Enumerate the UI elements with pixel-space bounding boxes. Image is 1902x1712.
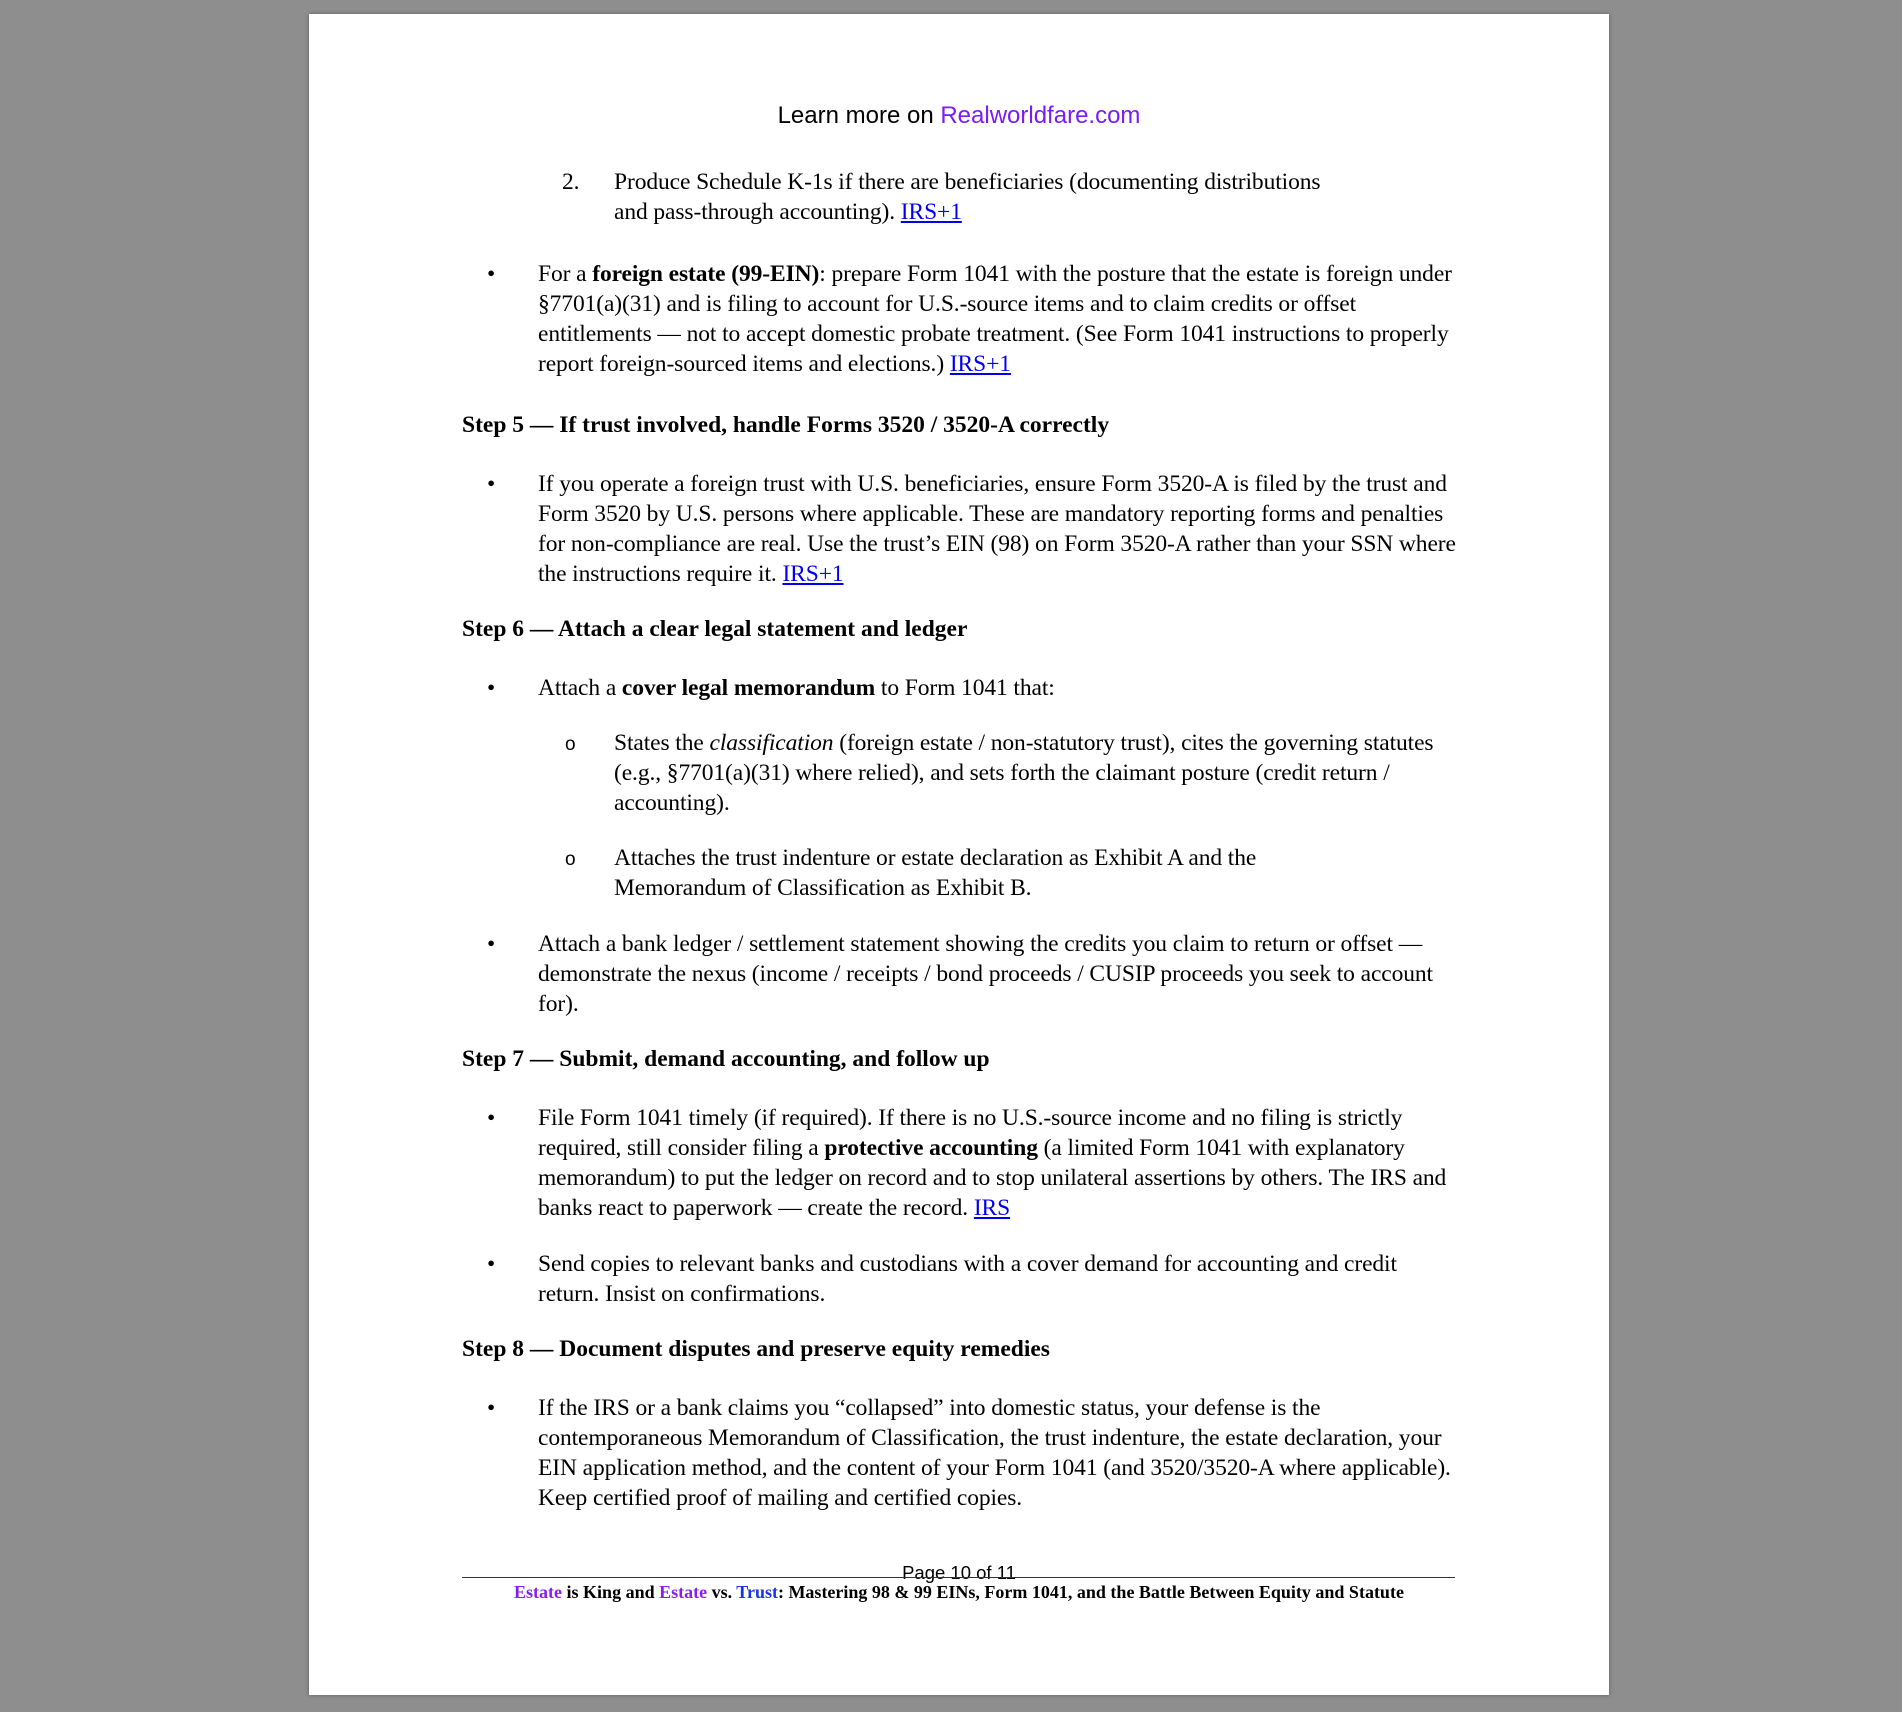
- footer-text: vs.: [707, 1582, 737, 1602]
- bullet-text: File Form 1041 timely (if required). If there is no U.S.-source income and no filing is strictly required, still consider filing a: [538, 1105, 1403, 1161]
- header-prefix: Learn more on: [777, 102, 941, 129]
- page-number: Page 10 of 11: [902, 1562, 1016, 1583]
- bullet-marker: •: [487, 1251, 496, 1277]
- irs-link[interactable]: IRS+1: [949, 351, 1011, 377]
- document-page: [309, 14, 1609, 1695]
- bullet-text: (a limited Form 1041 with explanatory memorandum) to put the ledger on record and to stop unilateral assertions by others. The IRS and banks react to paperwork — create the record.: [538, 1135, 1447, 1221]
- footer-text: : Mastering 98 & 99 EINs, Form 1041, and the Battle Between Equity and Statute: [777, 1582, 1404, 1602]
- footer-title: [309, 1582, 1609, 1603]
- step-7-heading: Step 7 — Submit, demand accounting, and follow up: [462, 1046, 990, 1072]
- numbered-item: [614, 167, 1334, 227]
- footer-estate-word: Estate: [514, 1582, 563, 1602]
- bullet-marker: •: [487, 1105, 496, 1131]
- site-link[interactable]: Realworldfare.com: [940, 102, 1141, 129]
- bullet-text: : prepare Form 1041 with the posture that the estate is foreign under §7701(a)(31) and is filing to account for U.S.-source items and to claim credits or offset entitlements — not to accept domestic probate treatment. (See Form 1041 instructions to properly report foreign-sourced items and elections.): [538, 261, 1452, 377]
- footer-divider: [462, 1577, 1455, 1578]
- irs-link[interactable]: IRS+1: [900, 199, 962, 225]
- step-5-heading: Step 5 — If trust involved, handle Forms 3520 / 3520-A correctly: [462, 412, 1110, 438]
- bullet-marker: •: [487, 1395, 496, 1421]
- bullet-bold-text: foreign estate (99-EIN): [592, 261, 820, 287]
- step-5-bullet: [538, 469, 1463, 589]
- page-header: [309, 102, 1609, 130]
- sub-item-text: States the: [614, 730, 710, 756]
- sub-item-italic: classification: [709, 730, 834, 756]
- step-6-sub-item-classification: [614, 728, 1469, 818]
- step-7-bullet-copies: Send copies to relevant banks and custodians with a cover demand for accounting and credit return. Insist on confirmations.: [538, 1251, 1397, 1307]
- bullet-marker: •: [487, 261, 496, 287]
- bullet-text: For a: [538, 261, 593, 287]
- bullet-bold-text: cover legal memorandum: [621, 675, 876, 701]
- sub-bullet-marker: o: [565, 849, 576, 870]
- numbered-item-marker: 2.: [562, 169, 580, 195]
- footer-estate-word: Estate: [659, 1582, 708, 1602]
- irs-link[interactable]: IRS+1: [782, 561, 844, 587]
- step-6-sub-item-exhibits: Attaches the trust indenture or estate declaration as Exhibit A and the Memorandum of Classification as Exhibit B.: [614, 845, 1257, 901]
- irs-link[interactable]: IRS: [973, 1195, 1011, 1221]
- step-6-bullet-ledger: Attach a bank ledger / settlement statement showing the credits you claim to return or offset — demonstrate the nexus (income / receipts / bond proceeds / CUSIP proceeds you seek to account for).: [538, 931, 1433, 1017]
- bullet-marker: •: [487, 471, 496, 497]
- sub-bullet-marker: o: [565, 734, 576, 755]
- bullet-text: If you operate a foreign trust with U.S. beneficiaries, ensure Form 3520-A is filed by the trust and Form 3520 by U.S. persons where applicable. These are mandatory reporting forms and penalties for non-compliance are real. Use the trust’s EIN (98) on Form 3520-A rather than your SSN where the instructions require it.: [538, 471, 1456, 587]
- step-6-bullet-memorandum: [538, 673, 1463, 703]
- step-7-bullet-file: [538, 1103, 1473, 1223]
- bullet-marker: •: [487, 931, 496, 957]
- footer-trust-word: Trust: [736, 1582, 778, 1602]
- step-6-heading: Step 6 — Attach a clear legal statement and ledger: [462, 616, 968, 642]
- step-8-bullet: If the IRS or a bank claims you “collapsed” into domestic status, your defense is the contemporaneous Memorandum of Classification, the trust indenture, the estate declaration, your EIN application method, and the content of your Form 1041 (and 3520/3520-A where applicable). Keep certified proof of mailing and certified copies.: [538, 1395, 1451, 1511]
- step-8-heading: Step 8 — Document disputes and preserve equity remedies: [462, 1336, 1050, 1362]
- bullet-marker: •: [487, 675, 496, 701]
- bullet-foreign-estate: [538, 259, 1458, 379]
- sub-item-text: (foreign estate / non-statutory trust), cites the governing statutes (e.g., §7701(a)(31) where relied), and sets forth the claimant posture (credit return / accounting).: [614, 730, 1434, 816]
- bullet-text: to Form 1041 that:: [875, 675, 1055, 701]
- numbered-item-text: Produce Schedule K-1s if there are beneficiaries (documenting distributions and pass-through accounting).: [614, 169, 1321, 225]
- bullet-bold-text: protective accounting: [824, 1135, 1038, 1161]
- footer-text: is King and: [562, 1582, 660, 1602]
- bullet-text: Attach a: [538, 675, 622, 701]
